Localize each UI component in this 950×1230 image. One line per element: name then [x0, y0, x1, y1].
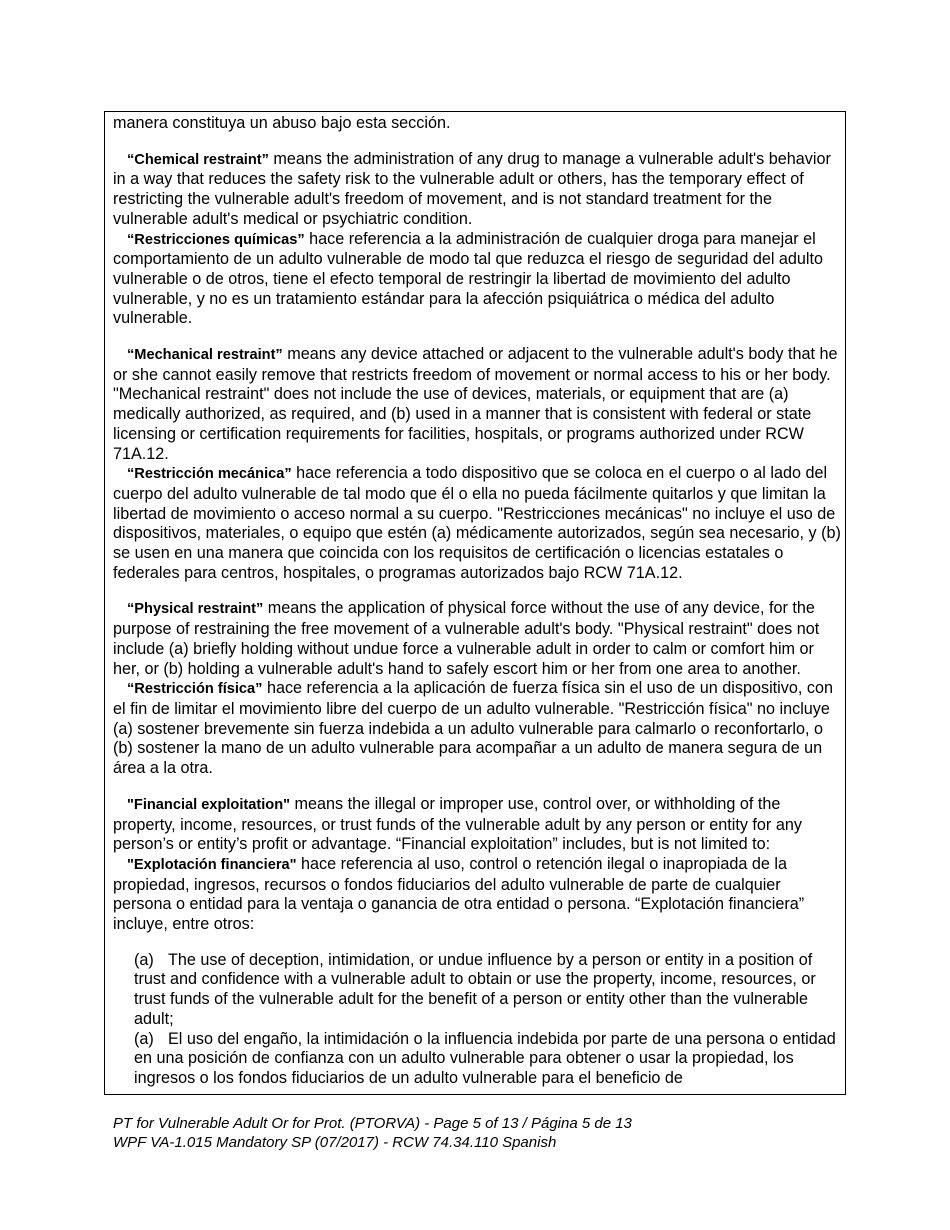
document-content-box [104, 111, 846, 1095]
continuation-text: manera constituya un abuso bajo esta sección. [113, 114, 451, 132]
definition-text: hace referencia al uso, control o retención ilegal o inapropiada de la propiedad, ingresos, recursos o fondos fiduciarios del adulto vulnerable de parte de cualquier persona o entidad para la ventaja o ganancia de otra entidad o persona. “Explotación financiera” incluye, entre otros: [113, 854, 805, 934]
definition-text: means the illegal or improper use, control over, or withholding of the property, income, resources, or trust funds of the vulnerable adult by any person or entity for any person’s or entity’s profit or advantage. “Financial exploitation” includes, but is not limited to: [113, 794, 802, 854]
footer-page-info: PT for Vulnerable Adult Or for Prot. (PTORVA) - Page 5 of 13 / Página 5 de 13 [113, 1115, 632, 1132]
list-item-text: El uso del engaño, la intimidación o la influencia indebida por parte de una persona o entidad en una posición de confianza con un adulto vulnerable para obtener o usar la propiedad, los ingresos o los fondos fiduciarios de un adulto vulnerable para el beneficio de [134, 1029, 836, 1087]
list-item-a-es [113, 1030, 841, 1089]
definition-mechanical-restraint-es [113, 464, 841, 583]
list-item-text: The use of deception, intimidation, or undue influence by a person or entity in a position of trust and confidence with a vulnerable adult to obtain or use the property, income, resources, or trust funds of the vulnerable adult for the benefit of a person or entity other than the vulnerable adult; [134, 950, 816, 1028]
definition-mechanical-restraint-en [113, 345, 841, 464]
term-mechanical-restraint-en: “Mechanical restraint” [127, 347, 283, 364]
definition-text: means the application of physical force without the use of any device, for the purpose of restraining the free movement of a vulnerable adult's body. "Physical restraint" does not include (a) briefly holding without undue force a vulnerable adult in order to calm or comfort him or her, or (b) holding a vulnerable adult's hand to safely escort him or her from one area to another. [113, 599, 820, 678]
list-label: (a) [134, 1029, 154, 1048]
term-mechanical-restraint-es: “Restricción mecánica” [127, 466, 292, 483]
term-chemical-restraint-en: “Chemical restraint” [127, 151, 269, 168]
list-item-a-en [113, 951, 841, 1030]
definition-financial-exploitation-en [113, 795, 841, 855]
document-body [113, 114, 841, 1089]
definition-text: means the administration of any drug to manage a vulnerable adult's behavior in a way that reduces the safety risk to the vulnerable adult or others, has the temporary effect of restricting the vulnerable adult's freedom of movement, and is not standard treatment for the vulnerable adult's medical or psychiatric condition. [113, 149, 831, 228]
term-physical-restraint-es: “Restricción física” [127, 681, 263, 698]
definition-chemical-restraint-es [113, 230, 841, 330]
term-financial-exploitation-es: "Explotación financiera" [127, 856, 297, 873]
footer-form-info: WPF VA-1.015 Mandatory SP (07/2017) - RCW 74.34.110 Spanish [113, 1134, 557, 1151]
definition-text: hace referencia a la aplicación de fuerza física sin el uso de un dispositivo, con el fin de limitar el movimiento libre del cuerpo de un adulto vulnerable. "Restricción física" no incluye (a) sostener brevemente sin fuerza indebida a un adulto vulnerable para calmarlo o reconfortarlo, o (b) sostener la mano de un adulto vulnerable para acompañar a un adulto de manera segura de un área a la otra. [113, 679, 833, 778]
definition-physical-restraint-es [113, 679, 841, 779]
definition-text: hace referencia a la administración de cualquier droga para manejar el comportamiento de un adulto vulnerable de modo tal que reduzca el riesgo de seguridad del adulto vulnerable o de otros, tiene el efecto temporal de restringir la libertad de movimiento del adulto vulnerable, y no es un tratamiento estándar para la afección psiquiátrica o médica del adulto vulnerable. [113, 229, 824, 328]
term-chemical-restraint-es: “Restricciones químicas” [127, 231, 305, 248]
term-physical-restraint-en: “Physical restraint” [127, 601, 264, 618]
list-label: (a) [134, 950, 154, 969]
definition-chemical-restraint-en [113, 150, 841, 230]
definition-text: hace referencia a todo dispositivo que se coloca en el cuerpo o al lado del cuerpo del adulto vulnerable de tal modo que él o ella no pueda fácilmente quitarlos y que limitan la libertad de movimiento o acceso normal a su cuerpo. "Restricciones mecánicas" no incluye el uso de dispositivos, materiales, o equipo que estén (a) médicamente autorizados, según sea necesario, y (b) se usen en una manera que coincida con los requisitos de certificación o licencias estatales o federales para centros, hospitales, o programas autorizados bajo RCW 71A.12. [113, 464, 841, 582]
page-footer [113, 1114, 632, 1152]
definition-financial-exploitation-es [113, 855, 841, 935]
definition-physical-restraint-en [113, 599, 841, 679]
definition-text: means any device attached or adjacent to the vulnerable adult's body that he or she cannot easily remove that restricts freedom of movement or normal access to his or her body. "Mechanical restraint" does not include the use of devices, materials, or equipment that are (a) medically authorized, as required, and (b) used in a manner that is consistent with federal or state licensing or certification requirements for facilities, hospitals, or programs authorized under RCW 71A.12. [113, 345, 838, 463]
term-financial-exploitation-en: "Financial exploitation" [127, 796, 291, 813]
